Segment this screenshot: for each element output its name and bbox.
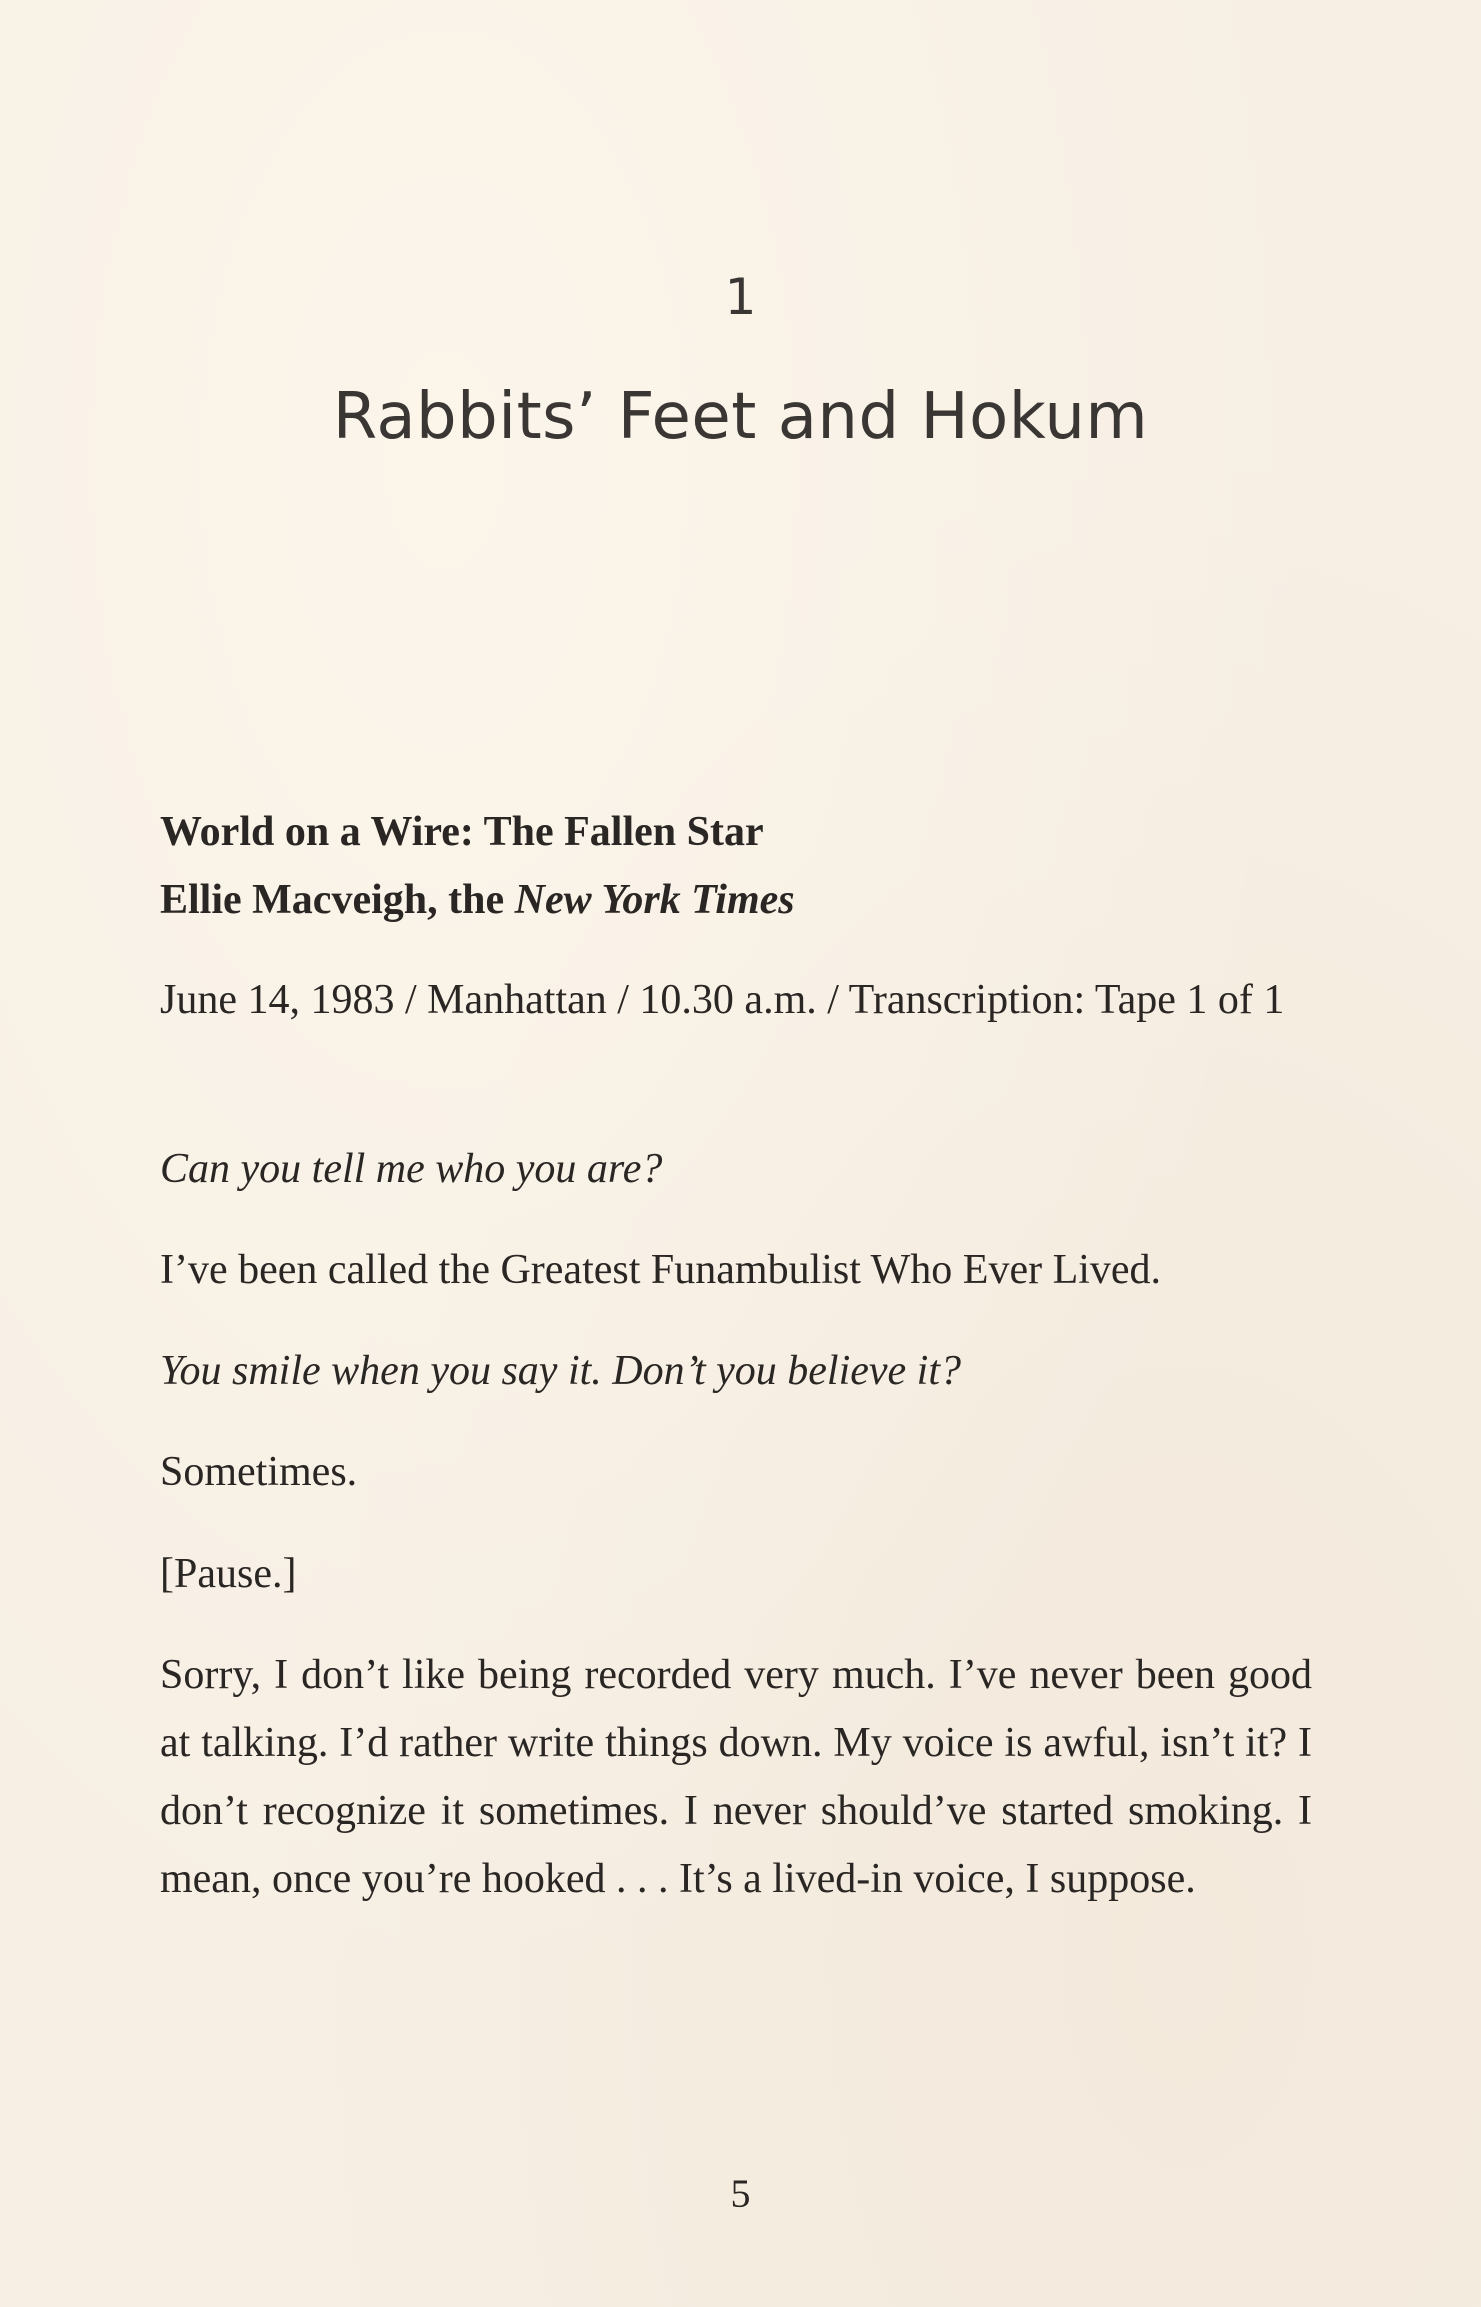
answer-1: I’ve been called the Greatest Funambulist Who Ever Lived. [160,1247,1162,1293]
chapter-number: 1 [724,268,757,326]
article-byline [160,866,1312,934]
page-number: 5 [730,2171,751,2216]
chapter-title: Rabbits’ Feet and Hokum [332,380,1149,454]
answer-3: Sorry, I don’t like being recorded very much. I’ve never been good at talking. I’d rather write things down. My voice is awful, isn’t it? I don’t recognize it sometimes. I never should’ve started smoking. I mean, once you’re hooked . . . It’s a lived-in voice, I suppose. [160,1652,1312,1902]
byline-author: Ellie Macveigh, the [160,877,515,923]
question-1: Can you tell me who you are? [160,1146,663,1192]
answer-2: Sometimes. [160,1449,358,1495]
article-heading [160,798,1312,934]
question-2: You smile when you say it. Don’t you believe it? [160,1348,961,1394]
transcript-meta: June 14, 1983 / Manhattan / 10.30 a.m. / Transcription: Tape 1 of 1 [160,977,1285,1023]
article-headline: World on a Wire: The Fallen Star [160,809,764,855]
byline-publication: New York Times [514,877,795,923]
pause-note: [Pause.] [160,1551,297,1597]
